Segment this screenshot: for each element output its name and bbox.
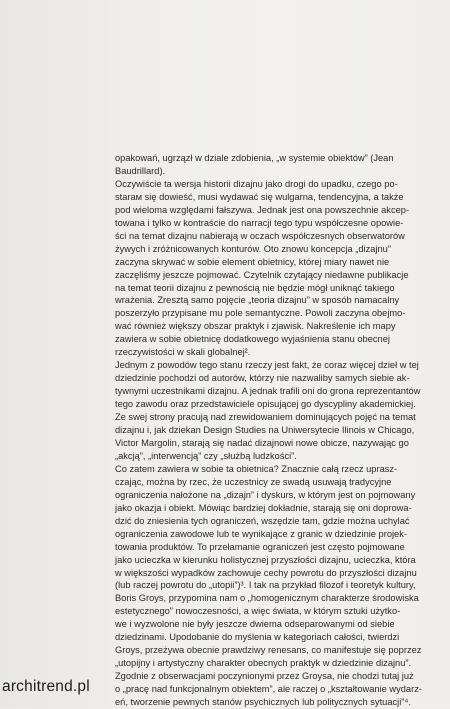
paragraph	[115, 178, 427, 359]
text-line: jako ucieczka w kierunku holistycznej przyszłości dizajnu, ucieczka, która	[115, 554, 416, 565]
text-line: zawiera w sobie obietnicę dodatkowego wyjaśnienia stanu obecnej	[115, 334, 390, 345]
text-line: rzeczywistości w skali globalnej².	[115, 347, 251, 358]
paragraph	[115, 152, 427, 178]
text-line: Groys, przeżywa obecnie prawdziwy renesans, co manifestuje się poprzez	[115, 645, 422, 656]
text-line: dzić do zniesienia tych ograniczeń, wszędzie tam, gdzie można uchylać	[115, 515, 410, 526]
article-text	[115, 152, 427, 709]
text-line: dizajnu i, jak dziekan Design Studies na Uniwersytecie Ilinois w Chicago,	[115, 425, 415, 436]
text-line: pod wieloma względami fałszywa. Jednak jest ona powszechnie akcep-	[115, 204, 410, 215]
text-line: Baudrillard).	[115, 165, 166, 176]
text-line: Jednym z powodów tego stanu rzeczy jest fakt, że coraz więcej dzieł w tej	[115, 360, 419, 371]
text-line: o „pracę nad funkcjonalnym obiektem”, ale raczej o „kształtowanie wydarz-	[115, 684, 422, 695]
watermark: architrend.pl	[2, 678, 90, 695]
text-line: jako okazja i obiekt. Mówiąc bardziej dokładnie, starają się oni doprowa-	[115, 502, 412, 513]
text-line: Zgodnie z obserwacjami poczynionymi przez Groysa, nie chodzi tutaj już	[115, 671, 414, 682]
text-line: zaczyna skrywać w sobie element obietnicy, której miary nawet nie	[115, 256, 390, 267]
text-line: tywnymi uczestnikami dizajnu. A jednak trafili oni do grona reprezentantów	[115, 386, 421, 397]
text-line: dziedzinami. Upodobanie do myślenia w kategoriach całości, twierdzi	[115, 632, 400, 643]
text-line: w większości wypadków zachowuje cechy powrotu do przyszłości dizajnu	[115, 567, 417, 578]
text-line: na temat teorii dizajnu z pewnością nie będzie mógł uniknąć takiego	[115, 282, 395, 293]
text-line: Boris Groys, przypomina nam o „homogenicznym charakterze środowiska	[115, 593, 419, 604]
text-line: poszerzyło przypisane mu pole semantyczne. Powoli zaczyna obejmo-	[115, 308, 406, 319]
text-line: eń, tworzenie pewnych stanów psychicznych lub politycznych sytuacji”⁴.	[115, 697, 411, 708]
text-line: towana i tylko w kontraście do narracji tego typu współczesne opowie-	[115, 217, 404, 228]
text-line: dziedzinie pochodzi od autorów, którzy nie nazwaliby samych siebie ak-	[115, 373, 410, 384]
text-line: Oczywiście ta wersja historii dizajnu jako drogi do upadku, czego po-	[115, 178, 398, 189]
paragraph	[115, 463, 427, 709]
text-line: wrażenia. Zresztą samo pojęcie „teoria dizajnu” w sposób namacalny	[115, 295, 400, 306]
text-line: estetycznego” nowoczesności, a więc świata, w którym sztuki użytko-	[115, 606, 401, 617]
text-line: (lub raczej powrotu do „utopii”)³. I tak na przykład filozof i teoretyk kultury,	[115, 580, 416, 591]
text-line: Victor Margolin, starają się nadać dizajnowi nowe obicze, nazywając go	[115, 437, 409, 448]
text-line: towania produktów. To przełamanie ograniczeń jest często pojmowane	[115, 541, 405, 552]
text-line: we i wyzwolone nie były jeszcze dwiema odseparowanymi od siebie	[115, 619, 395, 630]
text-line: tego zawodu oraz przedstawiciele opisującej go dyscypliny akademickiej.	[115, 399, 416, 410]
text-line: ści na temat dizajnu nabierają w oczach współczesnych obserwatorów	[115, 230, 405, 241]
text-line: żywych i zróżnicowanych konturów. Oto znowu koncepcja „dizajnu”	[115, 243, 391, 254]
text-line: ograniczenia nałożone na „dizajn” i dyskurs, w którym jest on pojmowany	[115, 489, 416, 500]
text-line: opakowań, ugrzązł w dziale zdobienia, „w systemie obiektów” (Jean	[115, 153, 394, 163]
text-line: „utopijny i artystyczny charakter obecnych praktyk w dziedzinie dizajnu”.	[115, 658, 412, 669]
text-line: wać również większy obszar praktyk i zjawisk. Nakreślenie ich mapy	[115, 321, 396, 332]
text-line: czając, można by rzec, że uczestnicy ze swadą usuwają tradycyjne	[115, 476, 392, 487]
paragraph	[115, 359, 427, 463]
text-line: zaczęliśmy jeszcze pojmować. Czytelnik czytający niedawne publikacje	[115, 269, 409, 280]
text-line: Co zatem zawiera w sobie ta obietnica? Znacznie całą rzecz uprasz-	[115, 463, 398, 474]
text-line: ograniczenia zawodowe lub te wynikające z granic w dziedzinie projek-	[115, 528, 407, 539]
text-line: „akcją”, „interwencją” czy „służbą ludzkości”.	[115, 450, 297, 461]
text-line: Ze swej strony pracują nad zrewidowaniem dominujących pojęć na temat	[115, 412, 416, 423]
text-line: starам się dowieść, musi wydawać się wulgarna, tendencyjna, a także	[115, 191, 404, 202]
